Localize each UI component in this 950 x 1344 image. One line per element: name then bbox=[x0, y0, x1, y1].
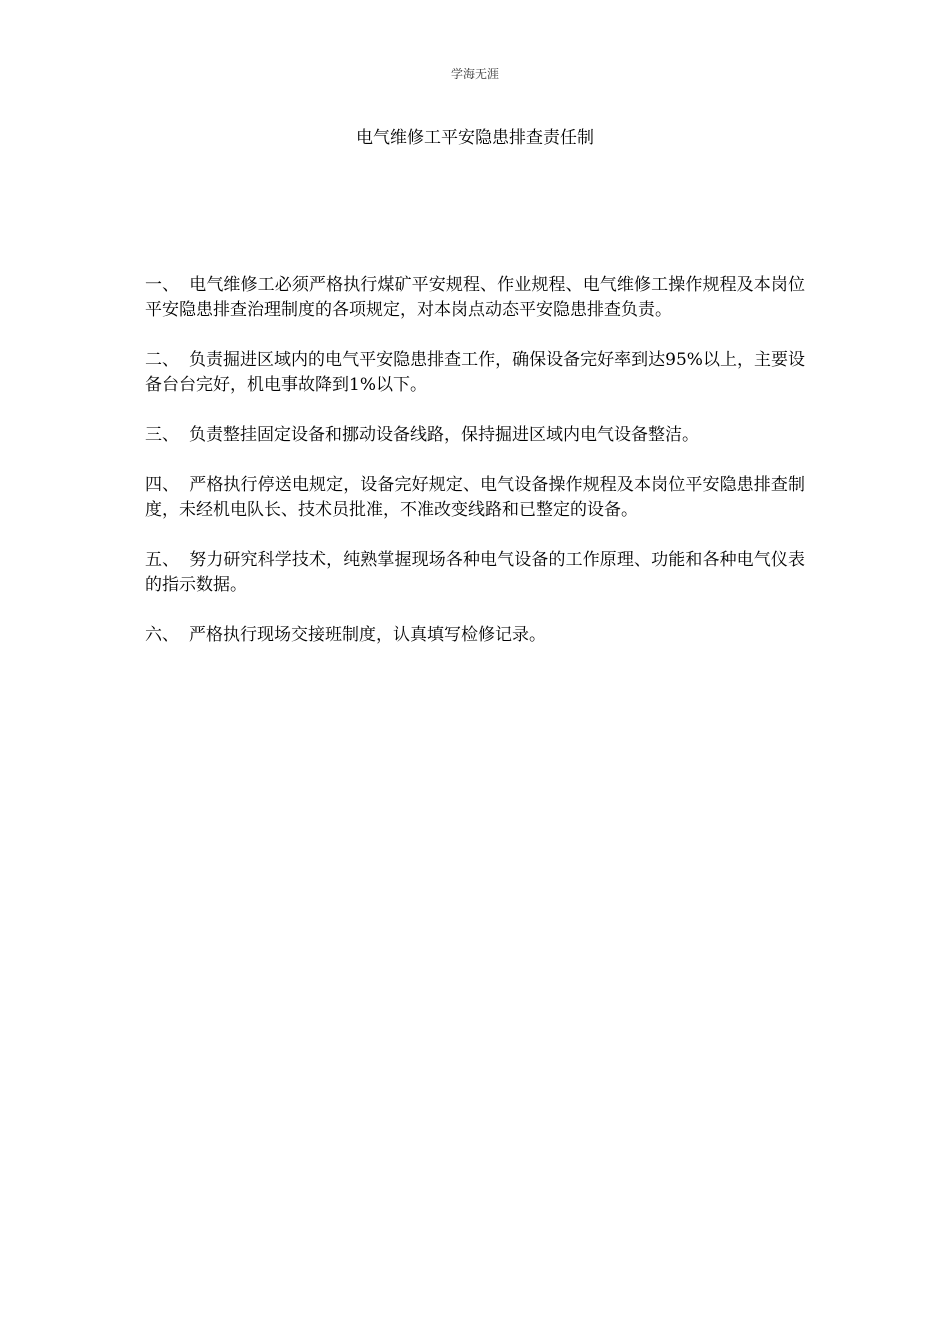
clause-text: 严格执行停送电规定，设备完好规定、电气设备操作规程及本岗位平安隐患排查制度，未经机电队长、技术员批准，不准改变线路和已整定的设备。 bbox=[145, 475, 806, 520]
clause-number: 五、 bbox=[145, 550, 180, 570]
document-title: 电气维修工平安隐患排查责任制 bbox=[356, 128, 594, 148]
clause-text: 努力研究科学技术，纯熟掌握现场各种电气设备的工作原理、功能和各种电气仪表的指示数据。 bbox=[145, 550, 806, 595]
clause-number: 六、 bbox=[145, 625, 179, 645]
clause-item bbox=[145, 273, 805, 323]
document-body bbox=[145, 273, 805, 673]
clause-number: 一、 bbox=[145, 275, 180, 295]
clause-number: 二、 bbox=[145, 350, 180, 370]
clause-item bbox=[145, 623, 805, 648]
page-header: 学海无涯 bbox=[450, 67, 499, 81]
clause-item bbox=[145, 348, 805, 398]
clause-item bbox=[145, 423, 805, 448]
clause-number: 三、 bbox=[145, 425, 179, 445]
clause-text: 负责整挂固定设备和挪动设备线路，保持掘进区域内电气设备整洁。 bbox=[189, 425, 699, 445]
clause-item bbox=[145, 548, 805, 598]
clause-text: 负责掘进区域内的电气平安隐患排查工作，确保设备完好率到达95%以上，主要设备台台完好，机电事故降到1%以下。 bbox=[145, 350, 805, 395]
clause-item bbox=[145, 473, 805, 523]
clause-text: 严格执行现场交接班制度，认真填写检修记录。 bbox=[189, 625, 546, 645]
clause-text: 电气维修工必须严格执行煤矿平安规程、作业规程、电气维修工操作规程及本岗位平安隐患排查治理制度的各项规定，对本岗点动态平安隐患排查负责。 bbox=[145, 275, 806, 320]
clause-number: 四、 bbox=[145, 475, 180, 495]
